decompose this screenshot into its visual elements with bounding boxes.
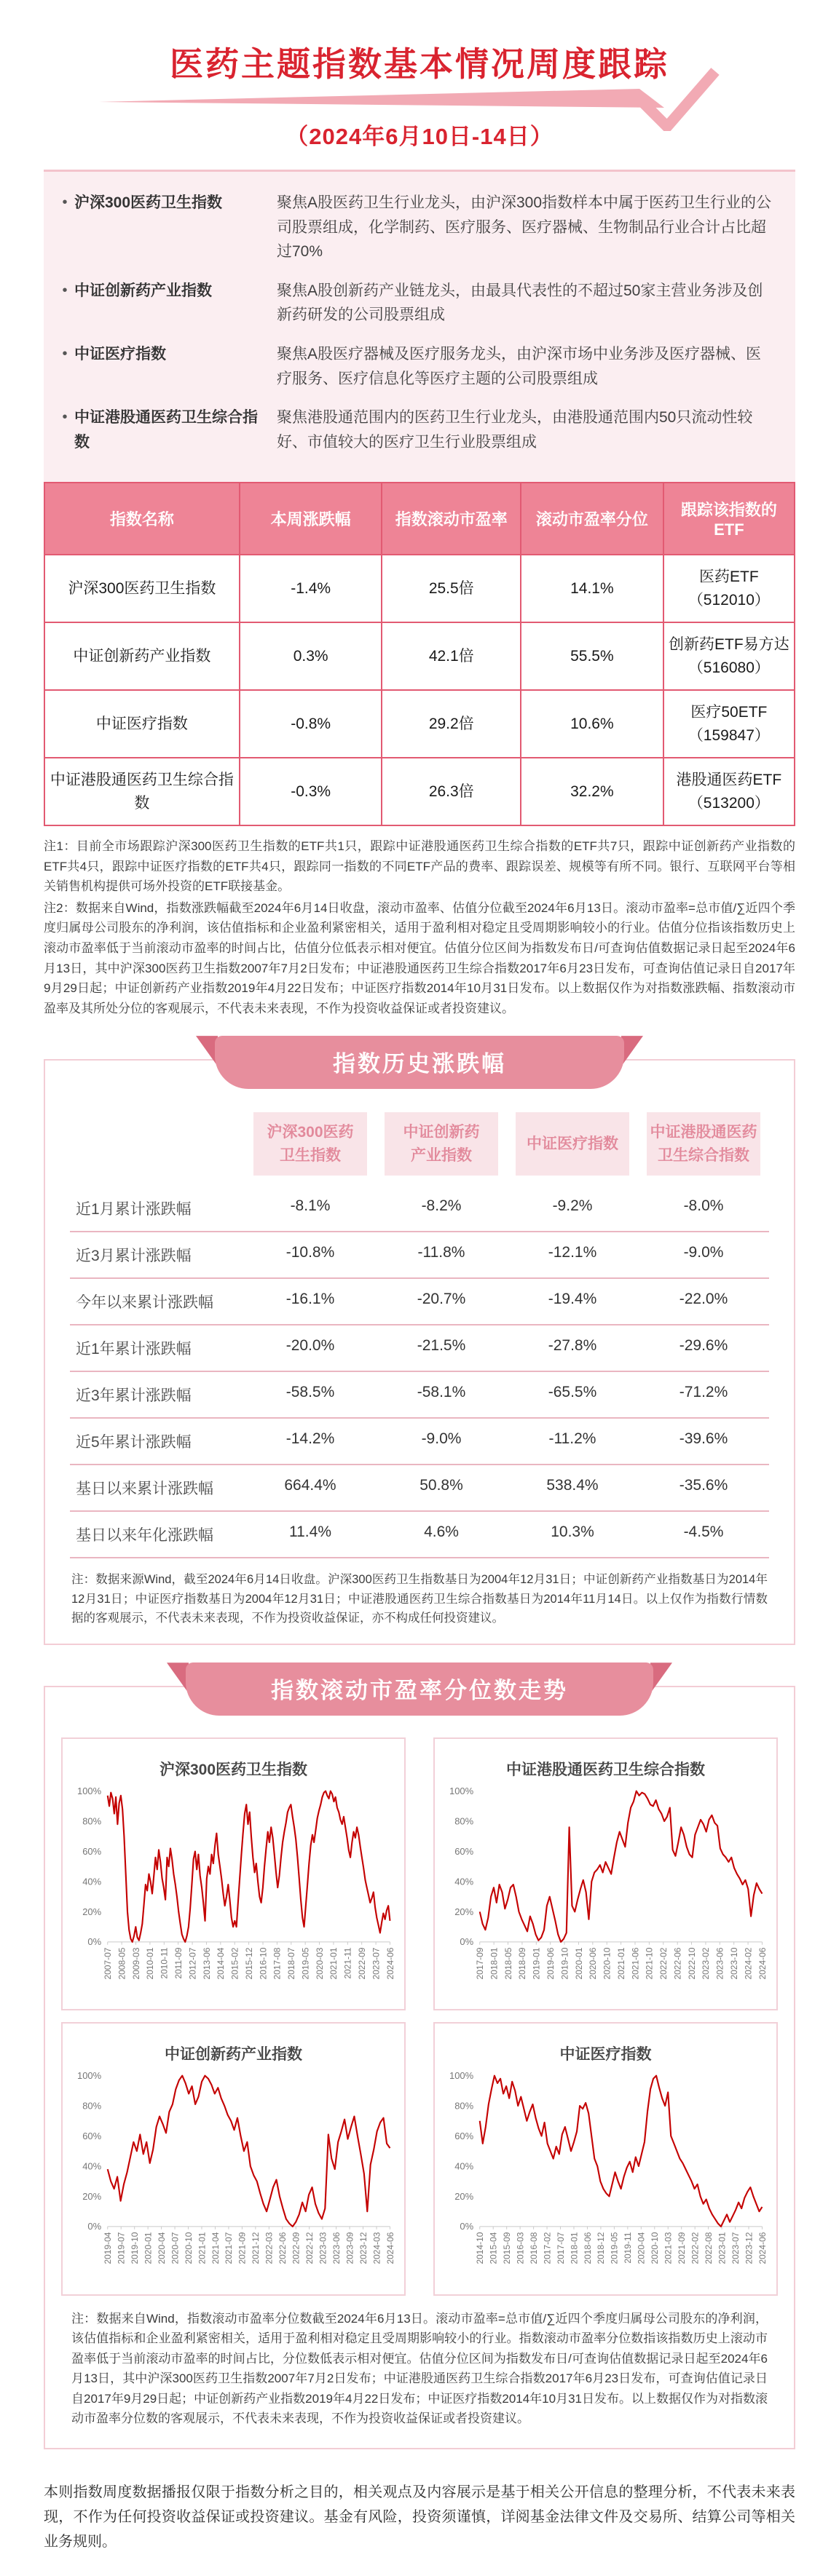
pe-percentile-chart <box>441 2069 771 2291</box>
pe-cell: 25.5倍 <box>382 555 521 622</box>
svg-text:2015-12: 2015-12 <box>243 1947 254 1980</box>
svg-text:60%: 60% <box>454 1846 474 1858</box>
history-value-cell: -11.8% <box>376 1231 507 1277</box>
history-value-cell: 4.6% <box>376 1510 507 1558</box>
svg-text:0%: 0% <box>87 2221 102 2232</box>
svg-text:2020-04: 2020-04 <box>636 2232 647 2265</box>
svg-text:40%: 40% <box>82 2160 102 2172</box>
index-description-row <box>55 342 775 391</box>
index-description-panel <box>44 170 795 482</box>
etf-cell: 医疗50ETF （159847） <box>663 690 795 758</box>
svg-text:2014-04: 2014-04 <box>216 1947 227 1980</box>
svg-text:0%: 0% <box>460 1936 474 1948</box>
footer-disclaimer: 本则指数周度数据播报仅限于指数分析之目的，相关观点及内容展示是基于相关公开信息的整理分析，不代表未来表现，不作为任何投资收益保证或投资建议。基金有风险，投资须谨慎，详阅基金法律文件及交易所、结算公司等相关业务规则。 <box>44 2484 795 2550</box>
svg-text:2024-06: 2024-06 <box>385 2232 395 2265</box>
history-column-header: 沪深300医药 卫生指数 <box>253 1112 367 1176</box>
top-notes <box>44 836 795 1018</box>
chart-card <box>433 2022 778 2295</box>
history-banner-label: 指数历史涨跌幅 <box>215 1036 624 1089</box>
svg-text:2023-09: 2023-09 <box>344 2232 355 2265</box>
chart-card <box>61 2022 406 2295</box>
svg-text:100%: 100% <box>449 1786 474 1797</box>
svg-text:2022-06: 2022-06 <box>672 1947 683 1980</box>
history-row-label: 基日以来累计涨跌幅 <box>70 1464 245 1510</box>
table-row <box>44 690 795 758</box>
history-value-cell: -8.0% <box>683 1197 724 1215</box>
index-description-row <box>55 191 775 264</box>
history-column-header: 中证港股通医药 卫生综合指数 <box>647 1112 760 1176</box>
history-value-cell: -29.6% <box>638 1324 769 1371</box>
chart-title: 中证创新药产业指数 <box>165 2046 302 2064</box>
week-change-cell: 0.3% <box>240 622 382 690</box>
pe-percentile-cell: 10.6% <box>521 690 663 758</box>
svg-text:60%: 60% <box>82 2131 102 2142</box>
etf-cell: 创新药ETF易方达 （516080） <box>663 622 795 690</box>
svg-text:2024-02: 2024-02 <box>743 1947 754 1980</box>
note-2: 注2：数据来自Wind，指数涨跌幅截至2024年6月14日收盘，滚动市盈率、估值分位截至2024年6月13日。滚动市盈率=总市值/∑近四个季度归属母公司股东的净利润，该估值指标和企业盈利紧密相关，适用于盈利相对稳定且受周期影响较小的行业。估值分位指该指数历史上滚动市盈率低于当前滚动市盈率的时间占比，估值分位低表示相对便宜。估值分位区间为指数发布日/可查询估值数据记录日起至2024年6月13日，其中沪深300医药卫生指数2007年7月2日发布；中证港股通医药卫生综合指数2017年6月23日发布，可查询估值记录日自2017年9月29日起；中证创新药产业指数2019年4月22日发布；中证医疗指数2014年10月31日发布。以上数据仅作为对指数涨跌幅、指数滚动市盈率及其所处分位的客观展示，不代表未来表现，不作为投资收益保证或者投资建议。 <box>44 900 795 1015</box>
pe-percentile-chart <box>68 1784 398 2006</box>
history-table-wrap <box>45 1089 794 1644</box>
week-change-cell: -0.8% <box>240 690 382 758</box>
svg-text:0%: 0% <box>87 1936 102 1948</box>
history-row-label: 近3年累计涨跌幅 <box>70 1371 245 1417</box>
svg-text:2021-04: 2021-04 <box>210 2232 221 2265</box>
history-value-cell: -14.2% <box>245 1417 376 1464</box>
svg-text:20%: 20% <box>454 2191 474 2203</box>
summary-table-head <box>44 483 795 555</box>
svg-text:0%: 0% <box>460 2221 474 2232</box>
pe-cell: 29.2倍 <box>382 690 521 758</box>
svg-text:2020-10: 2020-10 <box>183 2232 194 2265</box>
bullet-icon: • <box>62 409 68 426</box>
pe-percentile-cell: 14.1% <box>521 555 663 622</box>
svg-text:2022-02: 2022-02 <box>690 2232 701 2265</box>
svg-text:2021-01: 2021-01 <box>615 1947 626 1980</box>
svg-text:2017-08: 2017-08 <box>272 1947 283 1980</box>
svg-text:2009-03: 2009-03 <box>130 1947 141 1980</box>
week-change-cell: -0.3% <box>240 758 382 825</box>
pe-note: 注：数据来自Wind，指数滚动市盈率分位数截至2024年6月13日。滚动市盈率=总市值/∑近四个季度归属母公司股东的净利润，该估值指标和企业盈利紧密相关，适用于盈利相对稳定且受周期影响较小的行业。指数滚动市盈率分位数指该指数历史上滚动市盈率低于当前滚动市盈率的时间占比，分位数低表示相对便宜。估值分位区间为指数发布日/可查询估值数据记录日起至2024年6月13日，其中沪深300医药卫生指数2007年7月2日发布；中证港股通医药卫生综合指数2017年6月23日发布，可查询估值记录日自2017年9月29日起；中证创新药产业指数2019年4月22日发布；中证医疗指数2014年10月31日发布。以上数据仅作为对指数滚动市盈率分位数的客观展示，不代表未来表现，不作为投资收益保证或者投资建议。 <box>71 2311 768 2426</box>
svg-text:2024-06: 2024-06 <box>757 1947 768 1980</box>
svg-text:40%: 40% <box>454 2160 474 2172</box>
pe-cell: 26.3倍 <box>382 758 521 825</box>
history-section <box>44 1051 795 1645</box>
svg-text:2008-05: 2008-05 <box>117 1947 127 1980</box>
svg-text:2021-01: 2021-01 <box>328 1947 339 1980</box>
history-value-cell: 538.4% <box>507 1464 638 1510</box>
pe-cell: 42.1倍 <box>382 622 521 690</box>
svg-text:2023-07: 2023-07 <box>730 2232 741 2265</box>
svg-text:2021-06: 2021-06 <box>630 1947 641 1980</box>
bullet-icon: • <box>62 282 68 298</box>
history-value-cell: -20.0% <box>245 1324 376 1371</box>
ribbon-fold-right <box>650 1662 672 1693</box>
svg-text:2015-09: 2015-09 <box>501 2232 512 2265</box>
index-description: 聚焦港股通范围内的医药卫生行业龙头，由港股通范围内50只流动性较好、市值较大的医疗卫生行业股票组成 <box>277 409 753 451</box>
history-value-cell: -39.6% <box>638 1417 769 1464</box>
history-header-spacer <box>70 1108 245 1186</box>
svg-text:2019-01: 2019-01 <box>531 1947 542 1980</box>
ribbon-fold-right <box>621 1036 643 1066</box>
svg-text:2017-09: 2017-09 <box>475 1947 486 1980</box>
svg-text:2015-02: 2015-02 <box>229 1947 240 1980</box>
history-banner <box>215 1036 624 1089</box>
svg-text:2022-09: 2022-09 <box>291 2232 302 2265</box>
summary-header-cell: 滚动市盈率分位 <box>521 483 663 555</box>
table-row <box>44 758 795 825</box>
svg-text:2016-08: 2016-08 <box>528 2232 539 2265</box>
index-name: 中证港股通医药卫生综合指数 <box>74 409 258 451</box>
svg-text:2010-01: 2010-01 <box>145 1947 156 1980</box>
pe-percentile-line <box>108 2076 390 2227</box>
pe-chart-grid <box>61 1737 778 2295</box>
history-value-cell: -4.5% <box>638 1510 769 1558</box>
svg-text:2015-04: 2015-04 <box>488 2232 499 2265</box>
svg-text:2019-05: 2019-05 <box>609 2232 620 2265</box>
svg-text:2023-10: 2023-10 <box>729 1947 740 1980</box>
svg-text:100%: 100% <box>449 2070 474 2082</box>
svg-text:80%: 80% <box>454 1815 474 1827</box>
history-row-label: 近5年累计涨跌幅 <box>70 1417 245 1464</box>
summary-header-row <box>44 483 795 555</box>
history-column-header: 中证医疗指数 <box>516 1112 629 1176</box>
index-description-row <box>55 279 775 328</box>
svg-text:2020-10: 2020-10 <box>602 1947 612 1980</box>
svg-text:2019-11: 2019-11 <box>623 2232 634 2264</box>
svg-text:100%: 100% <box>77 2070 102 2082</box>
svg-text:2010-11: 2010-11 <box>159 1947 170 1979</box>
svg-text:2021-01: 2021-01 <box>197 2232 208 2265</box>
svg-text:2022-08: 2022-08 <box>703 2232 714 2265</box>
svg-text:2014-10: 2014-10 <box>475 2232 486 2265</box>
page-title: 医药主题指数基本情况周度跟踪 <box>170 45 669 83</box>
history-value-cell: 10.3% <box>507 1510 638 1558</box>
history-value-cell: -9.2% <box>552 1197 593 1215</box>
history-row-label: 近1月累计涨跌幅 <box>76 1201 192 1218</box>
svg-text:20%: 20% <box>82 1906 102 1918</box>
svg-text:40%: 40% <box>82 1876 102 1887</box>
week-change-cell: -1.4% <box>240 555 382 622</box>
chart-card <box>61 1737 406 2010</box>
index-name: 中证创新药产业指数 <box>74 282 212 299</box>
svg-text:2022-12: 2022-12 <box>304 2232 315 2265</box>
index-description: 聚焦A股创新药产业链龙头，由最具代表性的不超过50家主营业务涉及创新药研发的公司股票组成 <box>277 282 763 324</box>
history-value-cell: -22.0% <box>638 1277 769 1324</box>
history-row-label: 今年以来累计涨跌幅 <box>70 1277 245 1324</box>
svg-text:2016-10: 2016-10 <box>258 1947 269 1980</box>
bullet-icon: • <box>62 345 68 362</box>
svg-text:2020-07: 2020-07 <box>170 2232 181 2265</box>
page-subtitle: （2024年6月10日-14日） <box>285 124 554 149</box>
index-description: 聚焦A股医药卫生行业龙头，由沪深300指数样本中属于医药卫生行业的公司股票组成，化学制药、医疗服务、医疗器械、生物制品行业合计占比超过70% <box>277 194 772 261</box>
note-1: 注1：目前全市场跟踪沪深300医药卫生指数的ETF共1只，跟踪中证港股通医药卫生综合指数的ETF共7只，跟踪中证创新药产业指数的ETF共4只，跟踪中证医疗指数的ETF共4只，跟踪同一指数的不同ETF产品的费率、跟踪误差、规模等有所不同。银行、互联网平台等相关销售机构提供可场外投资的ETF联接基金。 <box>44 839 795 894</box>
svg-text:60%: 60% <box>454 2131 474 2142</box>
svg-text:2023-06: 2023-06 <box>714 1947 725 1980</box>
svg-text:2021-07: 2021-07 <box>224 2232 235 2265</box>
svg-text:2019-05: 2019-05 <box>300 1947 311 1980</box>
svg-text:2023-01: 2023-01 <box>717 2232 728 2265</box>
pe-percentile-cell: 55.5% <box>521 622 663 690</box>
history-row-label: 近1年累计涨跌幅 <box>70 1324 245 1371</box>
svg-text:2020-03: 2020-03 <box>314 1947 325 1980</box>
chart-title: 中证医疗指数 <box>559 2046 652 2064</box>
svg-text:80%: 80% <box>454 2100 474 2112</box>
index-name-cell: 中证港股通医药卫生综合指数 <box>44 758 240 825</box>
svg-text:2012-07: 2012-07 <box>187 1947 198 1980</box>
summary-header-cell: 指数名称 <box>44 483 240 555</box>
svg-text:2018-12: 2018-12 <box>596 2232 607 2265</box>
index-name-cell: 中证医疗指数 <box>44 690 240 758</box>
svg-text:2019-04: 2019-04 <box>103 2232 114 2265</box>
chart-card <box>433 1737 778 2010</box>
history-value-cell: -9.0% <box>376 1417 507 1464</box>
svg-text:2018-01: 2018-01 <box>569 2232 580 2265</box>
svg-text:2020-04: 2020-04 <box>156 2232 167 2265</box>
history-value-cell: 50.8% <box>376 1464 507 1510</box>
summary-header-cell: 指数滚动市盈率 <box>382 483 521 555</box>
pe-percentile-line <box>480 1791 763 1942</box>
history-value-cell: -20.7% <box>376 1277 507 1324</box>
history-value-cell: 11.4% <box>245 1510 376 1558</box>
svg-text:2019-10: 2019-10 <box>129 2232 140 2265</box>
history-value-cell: -10.8% <box>245 1231 376 1277</box>
history-value-cell: -19.4% <box>507 1277 638 1324</box>
summary-table-body <box>44 555 795 825</box>
table-row <box>44 555 795 622</box>
svg-text:2021-12: 2021-12 <box>251 2232 261 2265</box>
svg-text:2021-09: 2021-09 <box>237 2232 248 2265</box>
svg-text:2024-06: 2024-06 <box>757 2232 768 2265</box>
history-row-label: 基日以来年化涨跌幅 <box>70 1510 245 1558</box>
history-value-cell: -8.2% <box>421 1197 462 1215</box>
svg-text:2018-09: 2018-09 <box>517 1947 528 1980</box>
history-value-cell: -12.1% <box>507 1231 638 1277</box>
pe-percentile-section <box>44 1678 795 2449</box>
svg-text:2021-03: 2021-03 <box>663 2232 674 2265</box>
summary-table <box>44 482 795 826</box>
svg-text:2023-07: 2023-07 <box>371 1947 382 1980</box>
svg-text:2023-06: 2023-06 <box>331 2232 342 2265</box>
svg-text:2007-07: 2007-07 <box>103 1947 114 1980</box>
pe-percentile-line <box>108 1791 390 1942</box>
pe-charts-wrap <box>45 1716 794 2448</box>
index-description-row <box>55 405 775 454</box>
svg-text:2023-12: 2023-12 <box>358 2232 369 2265</box>
svg-text:2023-12: 2023-12 <box>744 2232 755 2265</box>
svg-text:2020-01: 2020-01 <box>573 1947 584 1980</box>
index-name: 中证医疗指数 <box>74 345 166 362</box>
table-row <box>44 622 795 690</box>
history-value-cell: -71.2% <box>638 1371 769 1417</box>
svg-text:2021-09: 2021-09 <box>677 2232 688 2265</box>
summary-header-cell: 跟踪该指数的ETF <box>663 483 795 555</box>
history-value-cell: -35.6% <box>638 1464 769 1510</box>
svg-text:2022-03: 2022-03 <box>264 2232 275 2265</box>
svg-text:2021-11: 2021-11 <box>342 1947 353 1979</box>
svg-text:2019-10: 2019-10 <box>559 1947 570 1980</box>
history-table <box>70 1108 769 1558</box>
history-value-cell: -58.1% <box>376 1371 507 1417</box>
chart-title: 中证港股通医药卫生综合指数 <box>506 1761 705 1779</box>
svg-text:2016-03: 2016-03 <box>515 2232 526 2265</box>
svg-text:2018-07: 2018-07 <box>286 1947 297 1980</box>
pe-percentile-chart <box>68 2069 398 2291</box>
index-name-cell: 沪深300医药卫生指数 <box>44 555 240 622</box>
index-description: 聚焦A股医疗器械及医疗服务龙头，由沪深市场中业务涉及医疗器械、医疗服务、医疗信息化等医疗主题的公司股票组成 <box>277 345 762 387</box>
svg-text:40%: 40% <box>454 1876 474 1887</box>
svg-text:100%: 100% <box>77 1786 102 1797</box>
svg-text:2020-10: 2020-10 <box>650 2232 661 2265</box>
svg-text:2018-06: 2018-06 <box>582 2232 593 2265</box>
index-name: 沪深300医药卫生指数 <box>74 194 223 211</box>
pe-banner <box>186 1662 653 1716</box>
svg-text:2018-01: 2018-01 <box>489 1947 500 1980</box>
chart-title: 沪深300医药卫生指数 <box>159 1761 308 1779</box>
svg-text:2022-06: 2022-06 <box>277 2232 288 2265</box>
svg-text:2020-06: 2020-06 <box>588 1947 599 1980</box>
etf-cell: 港股通医药ETF （513200） <box>663 758 795 825</box>
history-value-cell: -58.5% <box>245 1371 376 1417</box>
svg-text:2017-07: 2017-07 <box>555 2232 566 2265</box>
svg-text:80%: 80% <box>82 1815 102 1827</box>
svg-text:2017-02: 2017-02 <box>542 2232 553 2265</box>
history-note: 注：数据来源Wind，截至2024年6月14日收盘。沪深300医药卫生指数基日为2004年12月31日；中证创新药产业指数基日为2014年12月31日；中证医疗指数基日为2004年12月31日；中证港股通医药卫生综合指数基日为2014年11月14日。以上仅作为指数行情数据的客观展示，不代表未来表现，不作为投资收益保证，亦不构成任何投资建议。 <box>71 1573 768 1625</box>
svg-text:20%: 20% <box>82 2191 102 2203</box>
svg-text:2018-05: 2018-05 <box>503 1947 513 1980</box>
history-value-cell: -65.5% <box>507 1371 638 1417</box>
history-value-cell: -27.8% <box>507 1324 638 1371</box>
pe-banner-label: 指数滚动市盈率分位数走势 <box>186 1662 653 1716</box>
history-value-cell: 664.4% <box>245 1464 376 1510</box>
summary-header-cell: 本周涨跌幅 <box>240 483 382 555</box>
etf-cell: 医药ETF （512010） <box>663 555 795 622</box>
svg-text:2020-01: 2020-01 <box>143 2232 154 2265</box>
svg-text:60%: 60% <box>82 1846 102 1858</box>
pe-percentile-cell: 32.2% <box>521 758 663 825</box>
svg-text:2021-10: 2021-10 <box>644 1947 655 1980</box>
svg-text:2023-02: 2023-02 <box>701 1947 712 1980</box>
pe-percentile-line <box>480 2076 763 2227</box>
history-column-header: 中证创新药 产业指数 <box>385 1112 498 1176</box>
svg-text:2023-03: 2023-03 <box>318 2232 328 2265</box>
svg-text:2024-03: 2024-03 <box>371 2232 382 2265</box>
svg-text:80%: 80% <box>82 2100 102 2112</box>
history-value-cell: -9.0% <box>638 1231 769 1277</box>
svg-text:2011-09: 2011-09 <box>173 1947 184 1979</box>
history-value-cell: -21.5% <box>376 1324 507 1371</box>
svg-text:2022-09: 2022-09 <box>357 1947 368 1980</box>
svg-text:20%: 20% <box>454 1906 474 1918</box>
index-name-cell: 中证创新药产业指数 <box>44 622 240 690</box>
svg-text:2022-02: 2022-02 <box>658 1947 669 1980</box>
history-value-cell: -8.1% <box>290 1197 331 1215</box>
svg-text:2019-06: 2019-06 <box>545 1947 556 1980</box>
svg-text:2019-07: 2019-07 <box>116 2232 127 2265</box>
report-header <box>0 38 839 151</box>
history-row-label: 近3月累计涨跌幅 <box>70 1231 245 1277</box>
bullet-icon: • <box>62 194 68 210</box>
history-value-cell: -11.2% <box>507 1417 638 1464</box>
svg-text:2024-06: 2024-06 <box>385 1947 395 1980</box>
history-value-cell: -16.1% <box>245 1277 376 1324</box>
svg-text:2013-06: 2013-06 <box>201 1947 212 1980</box>
svg-text:2022-10: 2022-10 <box>686 1947 697 1980</box>
pe-percentile-chart <box>441 1784 771 2006</box>
